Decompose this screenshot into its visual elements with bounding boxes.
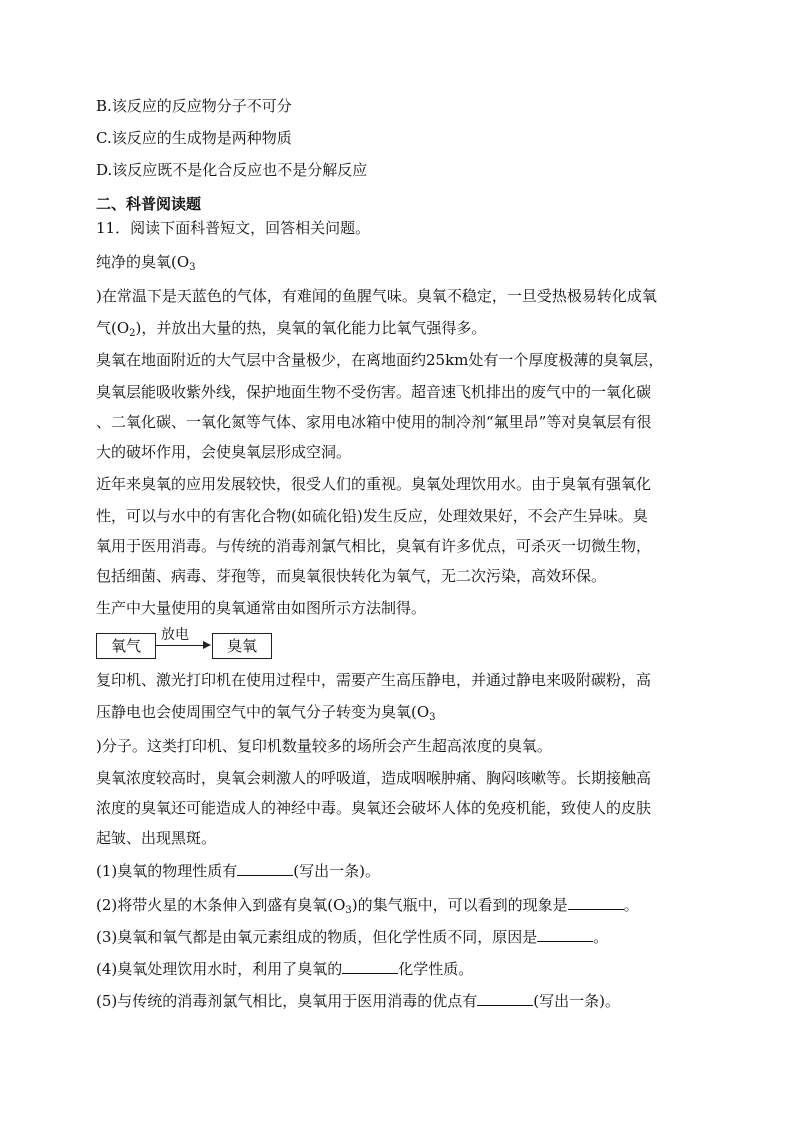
paragraph-1-line-3: 气$(O_2)$，并放出大量的热，臭氧的氧化能力比氧气强得多。 <box>96 319 487 339</box>
section-title: 二、科普阅读题 <box>96 195 202 213</box>
paragraph-5-line-1: 复印机、激光打印机在使用过程中，需要产生高压静电，并通过静电来吸附碳粉，高 <box>96 671 652 689</box>
question-intro: 11．阅读下面科普短文，回答相关问题。 <box>96 219 371 237</box>
diagram-box-oxygen: 氧气 <box>96 633 156 659</box>
paragraph-3-line-2: 性，可以与水中的有害化合物(如硫化铅)发生反应，处理效果好，不会产生异味。臭 <box>96 507 648 525</box>
sub-question-3: (3)臭氧和氧气都是由氧元素组成的物质，但化学性质不同，原因是 。 <box>96 928 609 946</box>
sub-question-2: (2)将带火星的木条伸入到盛有臭氧$(O_3)$的集气瓶中，可以看到的现象是 。 <box>96 896 639 916</box>
paragraph-2-line-3: 、二氧化碳、一氧化氮等气体、家用电冰箱中使用的制冷剂“氟里昂”等对臭氧层有很 <box>96 413 652 431</box>
answer-blank-3[interactable] <box>537 926 593 942</box>
paragraph-2-line-1: 臭氧在地面附近的大气层中含量极少，在离地面约25km处有一个厚度极薄的臭氧层， <box>96 351 664 369</box>
paragraph-6-line-3: 起皱、出现黑斑。 <box>96 829 217 847</box>
diagram-condition-label: 放电 <box>161 627 189 643</box>
diagram-arrow-head-icon <box>203 641 211 649</box>
sub-question-4: (4)臭氧处理饮用水时，利用了臭氧的 化学性质。 <box>96 960 474 978</box>
paragraph-2-line-2: 臭氧层能吸收紫外线，保护地面生物不受伤害。超音速飞机排出的废气中的一氧化碳 <box>96 383 652 401</box>
paragraph-5-line-2: 压静电也会使周围空气中的氧气分子转变为臭氧($O_3$ <box>96 703 436 723</box>
answer-blank-2[interactable] <box>568 894 624 910</box>
answer-blank-1[interactable] <box>237 860 293 876</box>
option-c: C.该反应的生成物是两种物质 <box>96 129 292 147</box>
paragraph-3-line-4: 包括细菌、病毒、芽孢等，而臭氧很快转化为氧气，无二次污染，高效环保。 <box>96 567 607 585</box>
paragraph-2-line-4: 大的破坏作用，会使臭氧层形成空洞。 <box>96 443 352 461</box>
paragraph-6-line-1: 臭氧浓度较高时，臭氧会刺激人的呼吸道，造成咽喉肿痛、胸闷咳嗽等。长期接触高 <box>96 769 652 787</box>
sub-question-1: (1)臭氧的物理性质有 (写出一条)。 <box>96 862 380 880</box>
paragraph-6-line-2: 浓度的臭氧还可能造成人的神经中毒。臭氧还会破坏人体的免疫机能，致使人的皮肤 <box>96 799 652 817</box>
sub-question-5: (5)与传统的消毒剂氯气相比，臭氧用于医用消毒的优点有 (写出一条)。 <box>96 992 620 1010</box>
option-d: D.该反应既不是化合反应也不是分解反应 <box>96 161 368 179</box>
paragraph-5-line-3: )分子。这类打印机、复印机数量较多的场所会产生超高浓度的臭氧。 <box>96 737 552 755</box>
diagram-box-ozone: 臭氧 <box>212 633 272 659</box>
paragraph-3-line-3: 氧用于医用消毒。与传统的消毒剂氯气相比，臭氧有许多优点，可杀灭一切微生物， <box>96 537 652 555</box>
paragraph-1-line-2: )在常温下是天蓝色的气体，有难闻的鱼腥气味。臭氧不稳定，一旦受热极易转化成氧 <box>96 287 657 305</box>
paragraph-1-line-1: 纯净的臭氧($O_3$ <box>96 253 196 273</box>
paragraph-4: 生产中大量使用的臭氧通常由如图所示方法制得。 <box>96 599 427 617</box>
option-b: B.该反应的反应物分子不可分 <box>96 97 292 115</box>
paragraph-3-line-1: 近年来臭氧的应用发展较快，很受人们的重视。臭氧处理饮用水。由于臭氧有强氧化 <box>96 475 652 493</box>
diagram-arrow-line <box>156 645 204 646</box>
answer-blank-5[interactable] <box>477 990 533 1006</box>
answer-blank-4[interactable] <box>342 958 398 974</box>
